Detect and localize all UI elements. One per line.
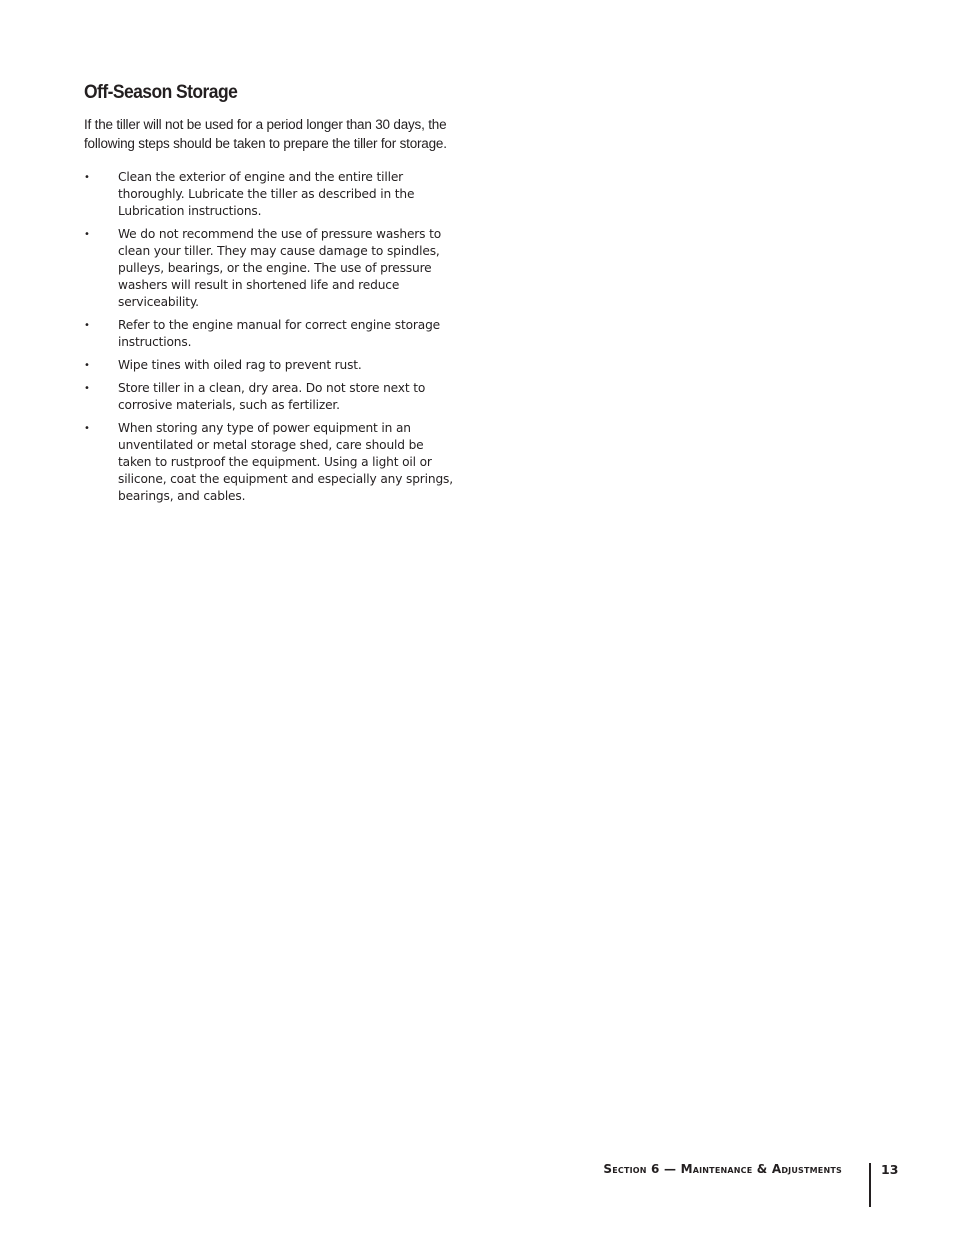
- list-item-text: Refer to the engine manual for correct engine storage instructions.: [118, 318, 441, 349]
- bullet-icon: •: [84, 383, 90, 394]
- list-item: [84, 420, 459, 505]
- page-number: 13: [881, 1162, 899, 1177]
- list-item: [84, 380, 459, 414]
- list-item: [84, 226, 459, 311]
- section-title: Off-Season Storage: [84, 82, 238, 103]
- list-item-text: When storing any type of power equipment in an unventilated or metal storage shed, care should be taken to rustproof the equipment. Using a light oil or silicone, coat the equipment and especially any springs, bearings, and cables.: [118, 421, 453, 503]
- list-item-text: Wipe tines with oiled rag to prevent rust.: [118, 358, 362, 372]
- storage-steps-list: [84, 169, 459, 505]
- list-item-text: Store tiller in a clean, dry area. Do not store next to corrosive materials, such as fertilizer.: [118, 381, 426, 412]
- bullet-icon: •: [84, 423, 90, 434]
- section-intro: If the tiller will not be used for a period longer than 30 days, the following steps should be taken to prepare the tiller for storage.: [84, 117, 447, 151]
- list-item-text: We do not recommend the use of pressure washers to clean your tiller. They may cause damage to spindles, pulleys, bearings, or the engine. The use of pressure washers will result in shortened life and reduce serviceability.: [118, 227, 442, 309]
- list-item: [84, 317, 459, 351]
- bullet-icon: •: [84, 172, 90, 183]
- list-item-text: Clean the exterior of engine and the entire tiller thoroughly. Lubricate the tiller as described in the Lubrication instructions.: [118, 170, 415, 218]
- bullet-icon: •: [84, 229, 90, 240]
- bullet-icon: •: [84, 320, 90, 331]
- document-body: [84, 80, 459, 511]
- bullet-icon: •: [84, 360, 90, 371]
- footer-divider: [869, 1163, 871, 1207]
- footer-section-label: Section 6 — Maintenance & Adjustments: [603, 1162, 842, 1176]
- list-item: [84, 357, 459, 374]
- list-item: [84, 169, 459, 220]
